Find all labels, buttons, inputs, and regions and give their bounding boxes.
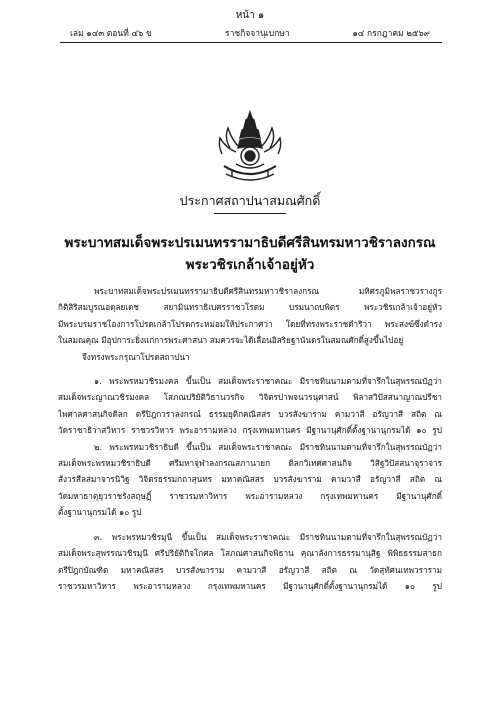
intro-line: ในสมณคุณ มีอุปการะยิ่งแก่การพระศาสนา สมควรจะได้เลื่อนอิสริยฐานันดรในสมณศักดิ์สูงขึ้นไปอยู่ xyxy=(58,335,404,346)
gazette-date: ๑๔ กรกฎาคม ๒๕๖๙ xyxy=(352,29,430,39)
item-3-line: ตรีปิฎกบัณฑิต มหาคณิสสร บวรสังฆาราม คามวาสี อรัญวาสี สถิต ณ วัดสุทัศนเทพวราราม xyxy=(58,564,442,575)
item-2-line: สมเด็จพระพรหมวชิราธิบดี ศรีมหาจุฬาลงกรณสภานายก ดิลกวิเทศศาสนกิจ วิสิฐวิปัสสนาจุราจาร xyxy=(58,458,442,469)
item-1-line: วัดราชาธิวาสวิหาร ราชวรวิหาร พระอารามหลวง กรุงเทพมหานคร มีฐานานุศักดิ์ตั้งฐานานุกรมได้ ๑๐ รูป xyxy=(58,425,442,436)
item-3-line: ๓. พระพรหมวชิรมุนี ขึ้นเป็น สมเด็จพระราชาคณะ มีราชทินนามตามที่จารึกในสุพรรณบัฏว่า xyxy=(94,531,442,542)
item-1-line: ไพศาลศาสนกิจดิลก ตรีปิฎกวราลงกรณ์ ธรรมยุติกคณิสสร บวรสังฆาราม คามวาสี อรัญวาสี สถิต ณ xyxy=(58,408,442,419)
royal-title xyxy=(20,232,480,276)
item-3-line: สมเด็จพระสุพรรณวชิรมุนี ศรีปริยัติกิจโกศล โสภณศาสนกิจพิธาน คุณาลังการธรรมานุสิฐ พิพิธธรรมสาธก xyxy=(58,548,442,559)
item-2-line: ตั้งฐานานุกรมได้ ๑๐ รูป xyxy=(58,507,142,518)
item-1-line: ๑. พระพรหมวชิรมงคล ขึ้นเป็น สมเด็จพระราชาคณะ มีราชทินนามตามที่จารึกในสุพรรณบัฏว่า xyxy=(94,376,442,387)
intro-line: พระบาทสมเด็จพระปรเมนทรรามาธิบดีศรีสินทรมหาวชิราลงกรณ มหิศรภูมิพลราชวรางกูร xyxy=(94,286,442,296)
royal-title-line-2: พระวชิรเกล้าเจ้าอยู่หัว xyxy=(185,257,315,273)
header-rule xyxy=(60,42,442,43)
royal-emblem-icon xyxy=(210,108,290,188)
item-3-line: ราชวรมหาวิหาร พระอารามหลวง กรุงเทพมหานคร มีฐานานุศักดิ์ตั้งฐานานุกรมได้ ๑๐ รูป xyxy=(58,580,442,591)
item-2-line: สังวรสีลสมาจารนิวิฐ วิจิตรธรรมกถาสุนทร มหาคณิสสร บวรสังฆาราม คามวาสี อรัญวาสี สถิต ณ xyxy=(58,474,442,485)
announcement-body xyxy=(58,283,442,594)
announcement-title: ประกาศสถาปนาสมณศักดิ์ xyxy=(179,193,321,208)
intro-closing: จึงทรงพระกรุณาโปรดสถาปนา xyxy=(82,351,190,362)
intro-line: มีพระบรมราชโองการโปรดเกล้าโปรดกระหม่อมให้ประกาศว่า โดยที่ทรงพระราชดำริว่า พระสงฆ์ซึ่งดำรง xyxy=(58,318,442,329)
gazette-header xyxy=(70,26,430,40)
item-2-line: ๒. พระพรหมวชิราธิบดี ขึ้นเป็น สมเด็จพระราชาคณะ มีราชทินนามตามที่จารึกในสุพรรณบัฏว่า xyxy=(94,441,442,452)
paragraph-gap xyxy=(58,365,442,373)
gazette-section: ราชกิจจานุเบกษา xyxy=(225,29,290,39)
volume-issue: เล่ม ๑๔๓ ตอนที่ ๔๖ ข xyxy=(70,29,152,39)
item-2-line: วัดมหาธาตุยุวราชรังสฤษฏิ์ ราชวรมหาวิหาร พระอารามหลวง กรุงเทพมหานคร มีฐานานุศักดิ์ xyxy=(58,490,442,501)
paragraph-gap xyxy=(58,521,442,529)
page-number: หน้า ๑ xyxy=(235,10,265,21)
item-1-line: สมเด็จพระญาณวชิรมงคล โสภณปริยัติวิธานวรกิจ วิจิตรปาพจนวรนุศาสน์ พิลาสวิปัสสนาญาณปรีชา xyxy=(58,392,442,403)
title-underline xyxy=(214,213,286,214)
royal-title-line-1: พระบาทสมเด็จพระปรเมนทรรามาธิบดีศรีสินทรมหาวชิราลงกรณ xyxy=(64,235,436,251)
intro-line: กิติสิริสมบูรณอดุลยเดช สยามินทราธิเบศรราชวโรดม บรมนาถบพิตร พระวชิรเกล้าเจ้าอยู่หัว xyxy=(58,302,442,313)
